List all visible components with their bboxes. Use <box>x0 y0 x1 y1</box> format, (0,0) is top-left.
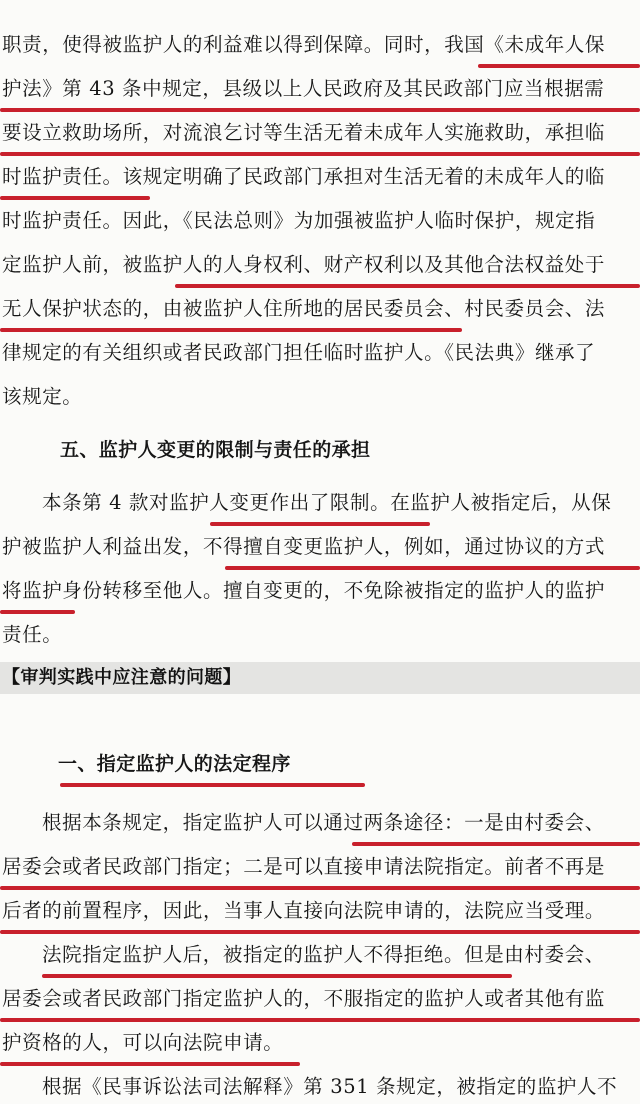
text-line: 将监护身份转移至他人。擅自变更的，不免除被指定的监护人的监护 <box>2 579 606 602</box>
text-line: 时监护责任。该规定明确了民政部门承担对生活无着的未成年人的临 <box>2 165 606 188</box>
text-line: 该规定。 <box>2 385 83 408</box>
text-line: 无人保护状态的，由被监护人住所地的居民委员会、村民委员会、法 <box>2 297 606 320</box>
section-heading: 五、监护人变更的限制与责任的承担 <box>60 439 371 461</box>
text-line: 职责，使得被监护人的利益难以得到保障。同时，我国《未成年人保 <box>2 33 606 56</box>
text-line: 护被监护人利益出发，不得擅自变更监护人，例如，通过协议的方式 <box>2 535 606 558</box>
chapter-header-title: 【审判实践中应注意的问题】 <box>2 667 242 688</box>
text-line: 定监护人前，被监护人的人身权利、财产权利以及其他合法权益处于 <box>2 253 606 276</box>
text-line: 责任。 <box>2 623 63 646</box>
text-line: 根据《民事诉讼法司法解释》第 351 条规定，被指定的监护人不 <box>42 1075 618 1098</box>
text-line: 护法》第 43 条中规定，县级以上人民政府及其民政部门应当根据需 <box>2 77 605 100</box>
text-line: 律规定的有关组织或者民政部门担任临时监护人。《民法典》继承了 <box>2 341 596 364</box>
section-heading: 一、指定监护人的法定程序 <box>58 753 291 775</box>
text-line: 居委会或者民政部门指定监护人的，不服指定的监护人或者其他有监 <box>2 987 606 1010</box>
text-line: 居委会或者民政部门指定；二是可以直接申请法院指定。前者不再是 <box>2 855 606 878</box>
text-line: 时监护责任。因此，《民法总则》为加强被监护人临时保护，规定指 <box>2 209 596 232</box>
text-line: 根据本条规定，指定监护人可以通过两条途径：一是由村委会、 <box>42 811 605 834</box>
text-line: 后者的前置程序，因此，当事人直接向法院申请的，法院应当受理。 <box>2 899 606 922</box>
chapter-header-bar <box>0 662 640 694</box>
text-line: 护资格的人，可以向法院申请。 <box>2 1031 284 1054</box>
text-line: 法院指定监护人后，被指定的监护人不得拒绝。但是由村委会、 <box>42 943 605 966</box>
text-line: 要设立救助场所，对流浪乞讨等生活无着未成年人实施救助，承担临 <box>2 121 606 144</box>
text-line: 本条第 4 款对监护人变更作出了限制。在监护人被指定后，从保 <box>42 491 612 514</box>
